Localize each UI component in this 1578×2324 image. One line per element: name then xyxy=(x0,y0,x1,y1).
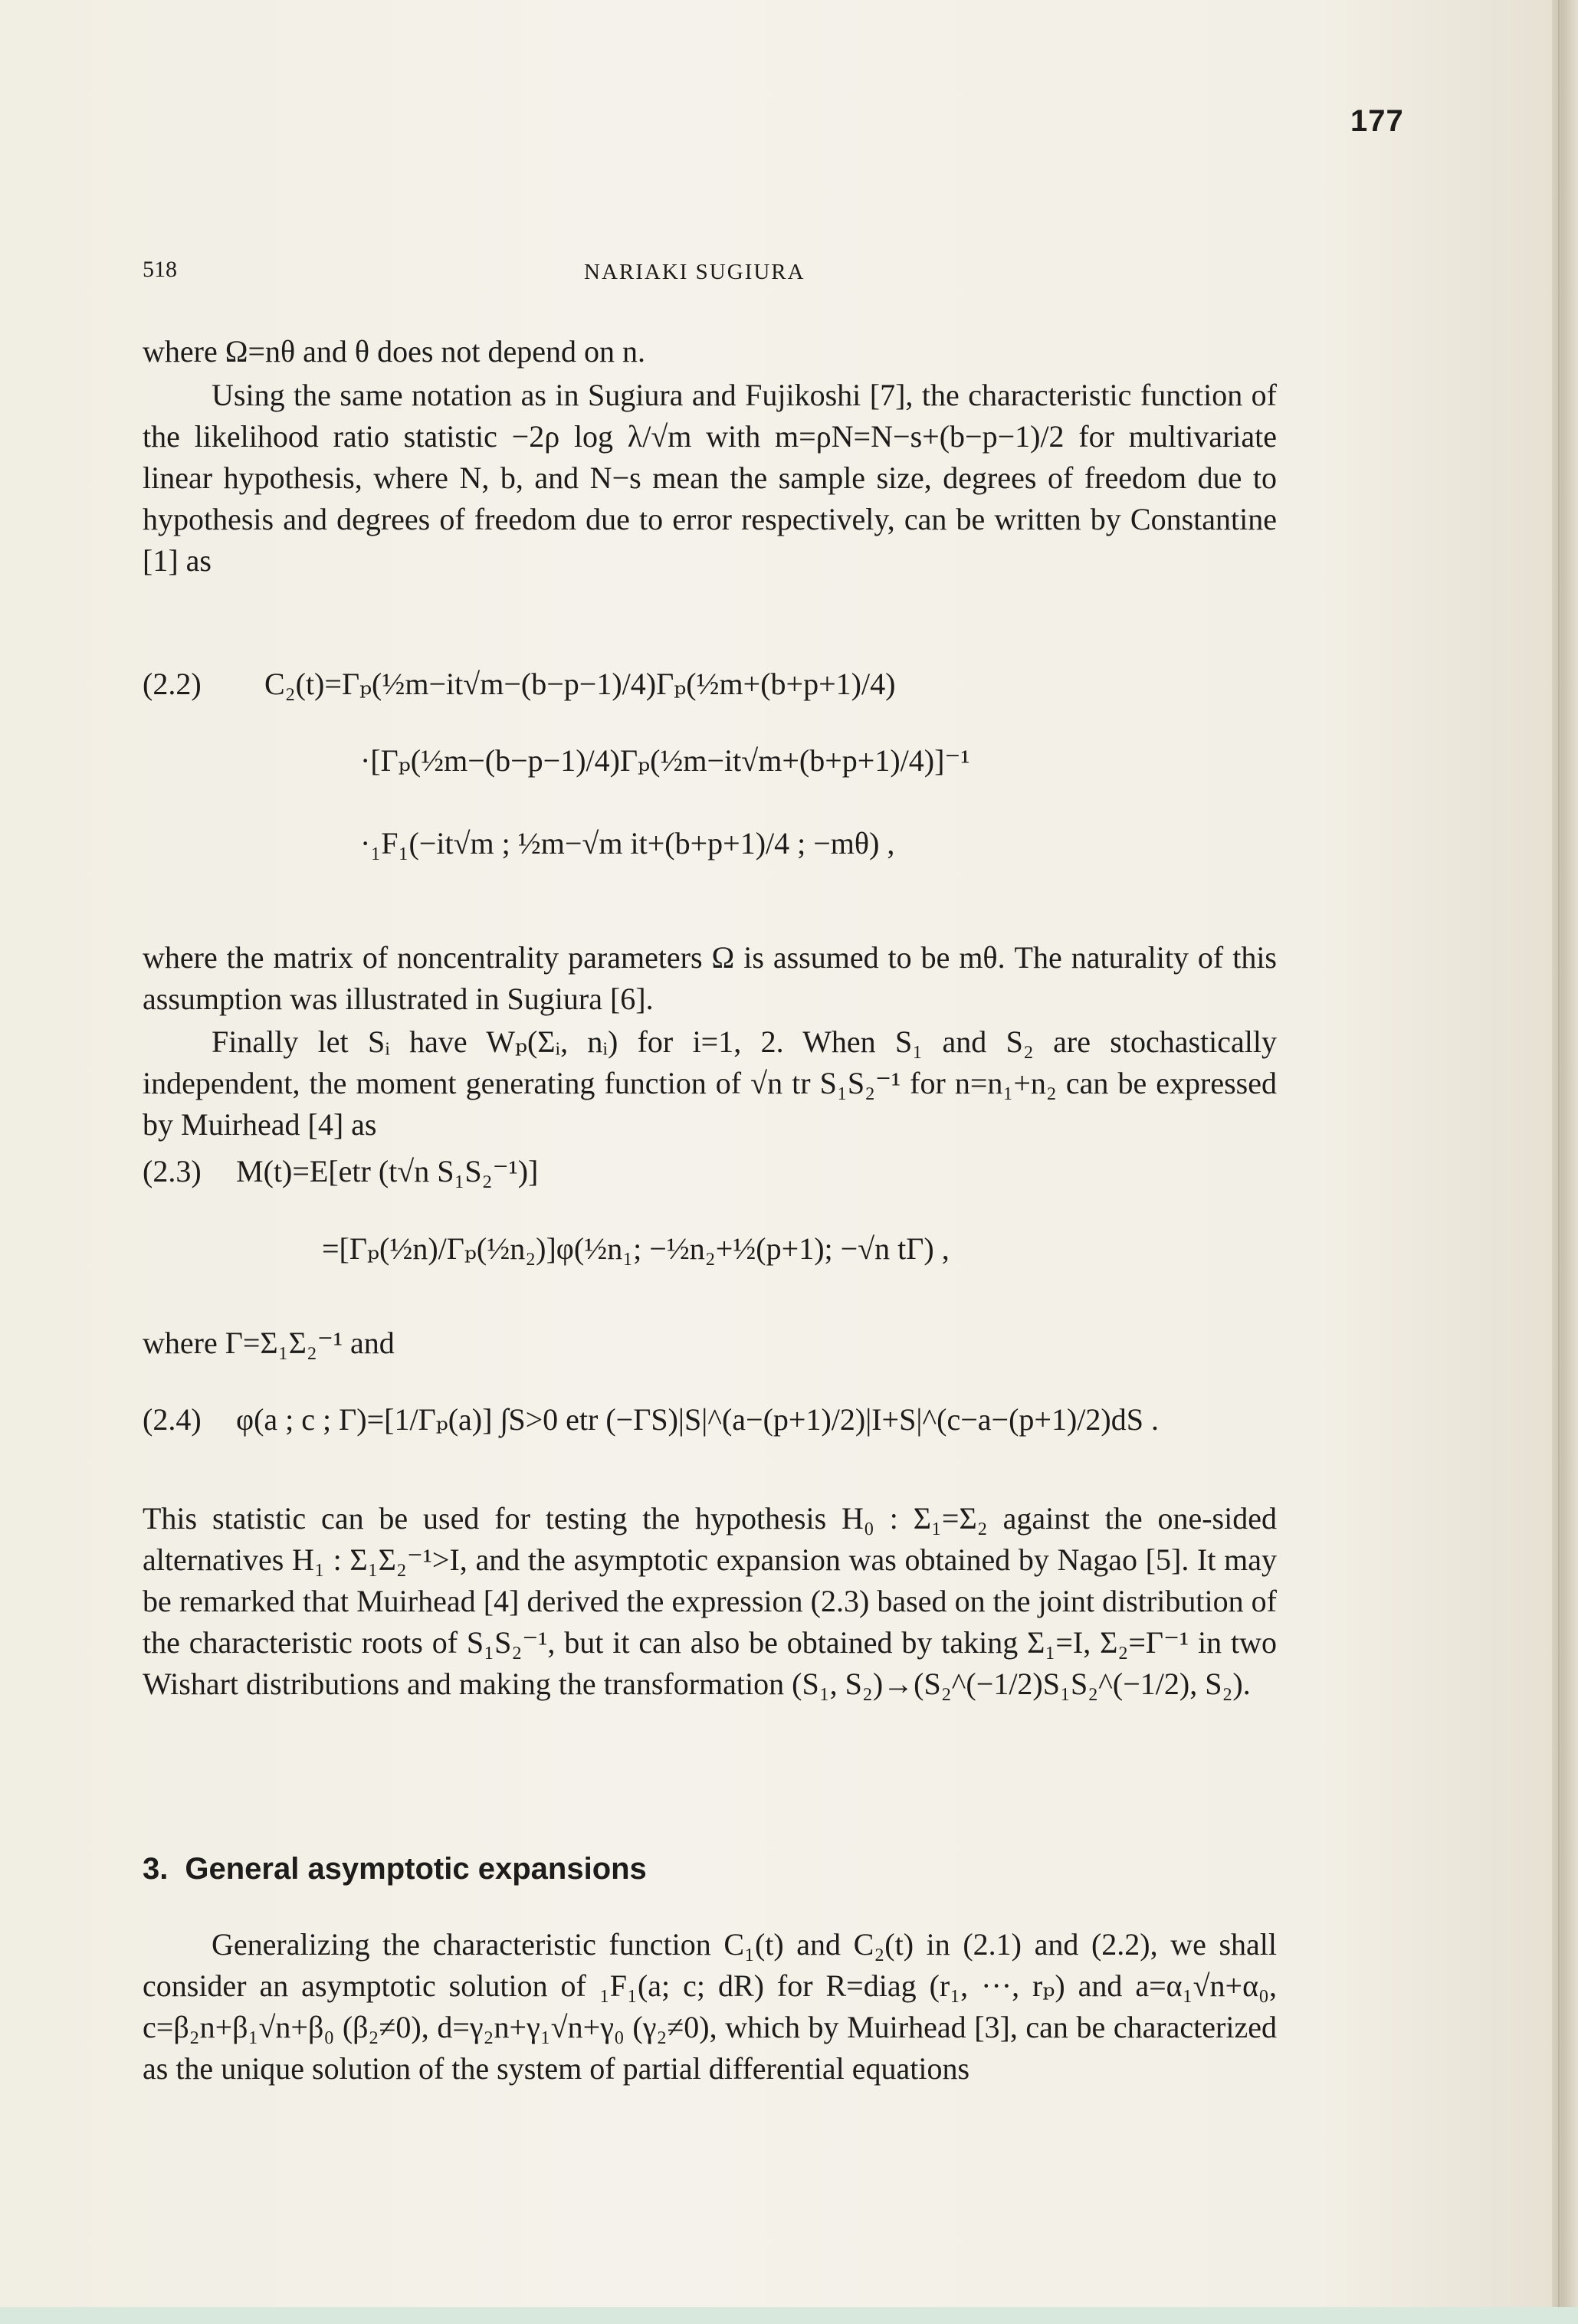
page-edge-line xyxy=(1558,0,1560,2324)
running-head: NARIAKI SUGIURA xyxy=(584,260,805,284)
section-number: 3. xyxy=(143,1852,169,1886)
equation: ·[Γₚ(½m−(b−p−1)/4)Γₚ(½m−it√m+(b+p+1)/4)]⁻¹ xyxy=(360,743,970,778)
equation-label: (2.3) xyxy=(143,1154,202,1188)
text-line: where Ω=nθ and θ does not depend on n. xyxy=(143,334,646,369)
paragraph: Using the same notation as in Sugiura and Fujikoshi [7], the characteristic function of the likelihood ratio statistic −2ρ log λ/√m with m=ρN=N−s+(b−p−1)/2 for multivariate linear hypothesis, where N, b, and N−s mean the sample size, degrees of freedom due to hypothesis and degrees of freedom due to error respectively, can be written by Constantine [1] as xyxy=(143,378,1277,578)
paragraph: Generalizing the characteristic function C₁(t) and C₂(t) in (2.1) and (2.2), we shall consider an asymptotic solution of ₁F₁(a; c; dR) for R=diag (r₁, ···, rₚ) and a=α₁√n+α₀, c=β₂n+β₁√n+β₀ (β₂≠0), d=γ₂n+γ₁√n+γ₀ (γ₂≠0), which by Muirhead [3], can be characterized as the unique solution of the system of partial differential equations xyxy=(143,1927,1277,2086)
equation: φ(a ; c ; Γ)=[1/Γₚ(a)] ∫S>0 etr (−ΓS)|S|^(a−(p+1)/2)|I+S|^(c−a−(p+1)/2)dS . xyxy=(236,1402,1159,1437)
section-heading xyxy=(143,1852,664,1886)
equation: =[Γₚ(½n)/Γₚ(½n₂)]φ(½n₁; −½n₂+½(p+1); −√n tΓ) , xyxy=(322,1231,950,1266)
running-header xyxy=(0,257,1552,295)
page-number: 518 xyxy=(143,257,177,282)
paragraph: Finally let Sᵢ have Wₚ(Σᵢ, nᵢ) for i=1, 2. When S₁ and S₂ are stochastically independent, the moment generating function of √n tr S₁S₂⁻¹ for n=n₁+n₂ can be expressed by Muirhead [4] as xyxy=(143,1024,1277,1142)
equation: C₂(t)=Γₚ(½m−it√m−(b−p−1)/4)Γₚ(½m+(b+p+1)/4) xyxy=(264,667,896,701)
equation: ·₁F₁(−it√m ; ½m−√m it+(b+p+1)/4 ; −mθ) , xyxy=(360,826,895,860)
section-title: General asymptotic expansions xyxy=(185,1852,647,1886)
equation: M(t)=E[etr (t√n S₁S₂⁻¹)] xyxy=(236,1154,539,1188)
page-edge xyxy=(1552,0,1578,2324)
paragraph: where the matrix of noncentrality parameters Ω is assumed to be mθ. The naturality of this assumption was illustrated in Sugiura [6]. xyxy=(143,940,1277,1016)
equation-label: (2.2) xyxy=(143,667,202,701)
paragraph: This statistic can be used for testing the hypothesis H₀ : Σ₁=Σ₂ against the one-sided alternatives H₁ : Σ₁Σ₂⁻¹>I, and the asymptotic expansion was obtained by Nagao [5]. It may be remarked that Muirhead [4] derived the expression (2.3) based on the joint distribution of the characteristic roots of S₁S₂⁻¹, but it can also be obtained by taking Σ₁=I, Σ₂=Γ⁻¹ in two Wishart distributions and making the transformation (S₁, S₂)→(S₂^(−1/2)S₁S₂^(−1/2), S₂). xyxy=(143,1501,1277,1701)
top-page-number: 177 xyxy=(1350,104,1404,138)
scan-bottom-strip xyxy=(0,2307,1578,2324)
text-line: where Γ=Σ₁Σ₂⁻¹ and xyxy=(143,1326,395,1360)
equation-label: (2.4) xyxy=(143,1402,202,1437)
